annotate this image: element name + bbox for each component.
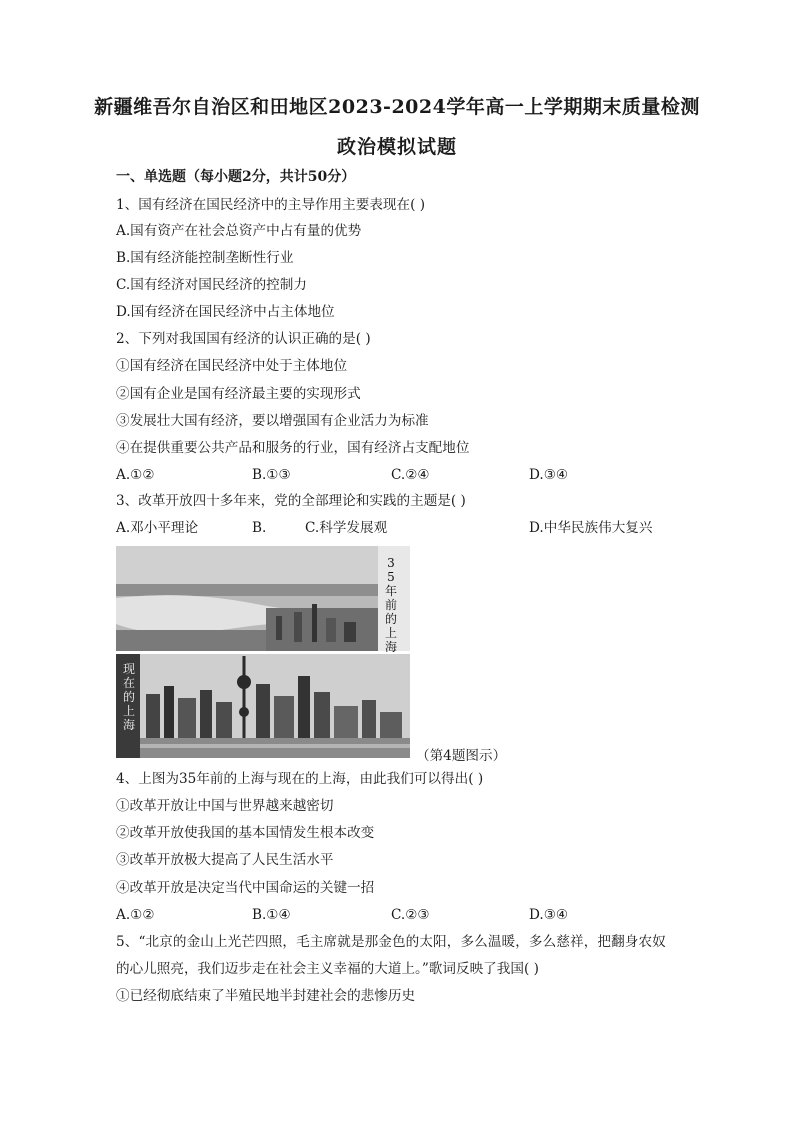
q3-option-a: A.邓小平理论 bbox=[116, 520, 199, 536]
shanghai-comparison-photo bbox=[116, 546, 410, 758]
q1-stem: 1、国有经济在国民经济中的主导作用主要表现在( ) bbox=[116, 197, 426, 213]
section-heading: 一、单选题（每小题2分，共计50分） bbox=[116, 169, 356, 185]
q3-option-c: C.科学发展观 bbox=[305, 520, 388, 536]
q2-item-2: ②国有企业是国有经济最主要的实现形式 bbox=[116, 386, 361, 402]
exam-subtitle: 政治模拟试题 bbox=[336, 136, 457, 158]
figure-top-label: 35年前的上海 bbox=[384, 556, 397, 654]
figure-caption: （第4题图示） bbox=[416, 748, 507, 764]
q4-option-b: B.①④ bbox=[252, 907, 291, 923]
q1-option-d: D.国有经济在国民经济中占主体地位 bbox=[116, 304, 335, 320]
q5-item-1: ①已经彻底结束了半殖民地半封建社会的悲惨历史 bbox=[116, 988, 416, 1004]
q3-option-b: B. bbox=[252, 520, 267, 536]
q2-item-3: ③发展壮大国有经济，要以增强国有企业活力为标准 bbox=[116, 413, 429, 429]
q2-option-d: D.③④ bbox=[529, 467, 569, 483]
shanghai-photo-illustration bbox=[116, 546, 410, 758]
figure-bottom-label: 现在的上海 bbox=[122, 662, 135, 732]
exam-title: 新疆维吾尔自治区和田地区2023-2024学年高一上学期期末质量检测 bbox=[94, 96, 700, 118]
q2-option-b: B.①③ bbox=[252, 467, 291, 483]
q1-option-c: C.国有经济对国民经济的控制力 bbox=[116, 277, 307, 293]
q1-option-a: A.国有资产在社会总资产中占有量的优势 bbox=[116, 223, 362, 239]
q5-stem-line2: 的心儿照亮，我们迈步走在社会主义幸福的大道上。”歌词反映了我国( ) bbox=[116, 961, 539, 977]
q4-item-3: ③改革开放极大提高了人民生活水平 bbox=[116, 852, 334, 868]
q5-stem-line1: 5、“北京的金山上光芒四照，毛主席就是那金色的太阳，多么温暖，多么慈祥，把翻身农奴 bbox=[116, 934, 666, 950]
q2-option-a: A.①② bbox=[116, 467, 155, 483]
q1-option-b: B.国有经济能控制垄断性行业 bbox=[116, 250, 294, 266]
q2-option-c: C.②④ bbox=[391, 467, 430, 483]
q3-stem: 3、改革开放四十多年来，党的全部理论和实践的主题是( ) bbox=[116, 493, 466, 509]
q2-stem: 2、下列对我国国有经济的认识正确的是( ) bbox=[116, 331, 371, 347]
q3-option-d: D.中华民族伟大复兴 bbox=[529, 520, 653, 536]
q2-item-4: ④在提供重要公共产品和服务的行业，国有经济占支配地位 bbox=[116, 440, 470, 456]
q4-option-d: D.③④ bbox=[529, 907, 569, 923]
q4-option-c: C.②③ bbox=[391, 907, 430, 923]
q4-item-2: ②改革开放使我国的基本国情发生根本改变 bbox=[116, 825, 375, 841]
q4-option-a: A.①② bbox=[116, 907, 155, 923]
q2-item-1: ①国有经济在国民经济中处于主体地位 bbox=[116, 358, 348, 374]
q4-item-4: ④改革开放是决定当代中国命运的关键一招 bbox=[116, 880, 375, 896]
q4-item-1: ①改革开放让中国与世界越来越密切 bbox=[116, 798, 334, 814]
q4-stem: 4、上图为35年前的上海与现在的上海，由此我们可以得出( ) bbox=[116, 771, 484, 787]
